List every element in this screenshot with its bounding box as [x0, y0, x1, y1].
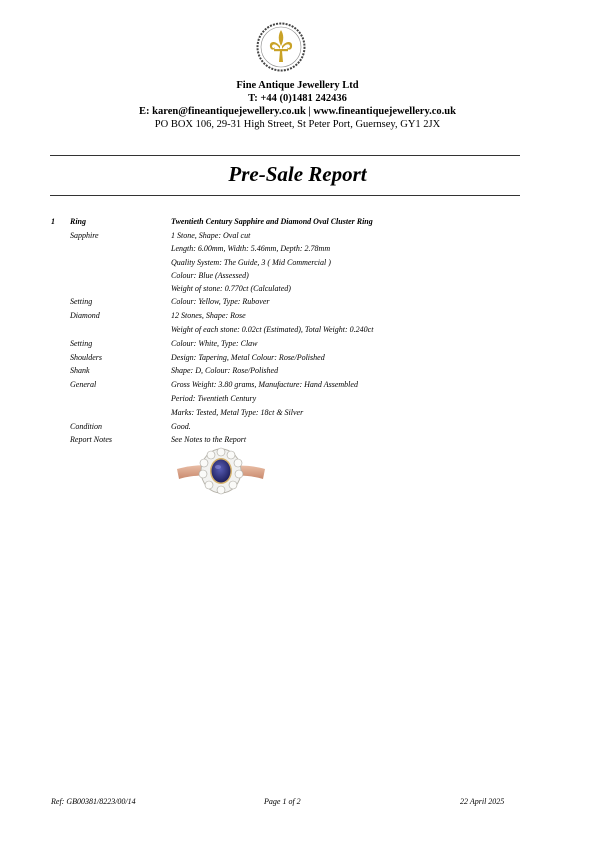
fleur-de-lis-logo [256, 22, 306, 72]
row-value: Colour: Yellow, Type: Rubover [171, 297, 270, 306]
row-label: Sapphire [70, 231, 99, 240]
row-label: Setting [70, 297, 93, 306]
row-label: Diamond [70, 311, 100, 320]
footer-ref: Ref: GB00381/8223/00/14 [51, 797, 136, 806]
row-label: Setting [70, 339, 93, 348]
row-value: Good. [171, 422, 191, 431]
footer-date: 22 April 2025 [460, 797, 505, 806]
company-email-web: E: karen@fineantiquejewellery.co.uk | www.fineantiquejewellery.co.uk [139, 106, 456, 117]
company-name: Fine Antique Jewellery Ltd [236, 80, 359, 91]
ring-photo [175, 447, 267, 495]
row-value: Weight of each stone: 0.02ct (Estimated), Total Weight: 0.240ct [171, 325, 374, 334]
company-phone: T: +44 (0)1481 242436 [248, 93, 347, 104]
row-value: Quality System: The Guide, 3 ( Mid Commercial ) [171, 258, 331, 267]
row-value: Marks: Tested, Metal Type: 18ct & Silver [171, 408, 304, 417]
row-value: Gross Weight: 3.80 grams, Manufacture: Hand Assembled [171, 380, 358, 389]
item-number: 1 [51, 217, 55, 226]
row-value: Design: Tapering, Metal Colour: Rose/Polished [171, 353, 325, 362]
row-value: Shape: D, Colour: Rose/Polished [171, 366, 279, 375]
row-label: Shank [70, 366, 90, 375]
divider-top [50, 155, 520, 156]
row-label: General [70, 380, 97, 389]
row-label: Condition [70, 422, 103, 431]
row-value: 1 Stone, Shape: Oval cut [171, 231, 251, 240]
row-value: 12 Stones, Shape: Rose [171, 311, 246, 320]
company-address: PO BOX 106, 29-31 High Street, St Peter Port, Guernsey, GY1 2JX [154, 119, 441, 130]
row-value: Colour: Blue (Assessed) [171, 271, 249, 280]
item-type: Ring [70, 217, 87, 226]
footer-page: Page 1 of 2 [264, 797, 301, 806]
divider-bottom [50, 195, 520, 196]
row-value: Length: 6.00mm, Width: 5.46mm, Depth: 2.78mm [171, 244, 331, 253]
row-value: Weight of stone: 0.770ct (Calculated) [171, 284, 291, 293]
row-value: Colour: White, Type: Claw [171, 339, 258, 348]
row-value: Period: Twentieth Century [171, 394, 257, 403]
row-value: See Notes to the Report [171, 435, 247, 444]
item-description: Twentieth Century Sapphire and Diamond Oval Cluster Ring [171, 217, 373, 226]
row-label: Shoulders [70, 353, 102, 362]
page-title: Pre-Sale Report [228, 162, 367, 186]
row-label: Report Notes [70, 435, 112, 444]
